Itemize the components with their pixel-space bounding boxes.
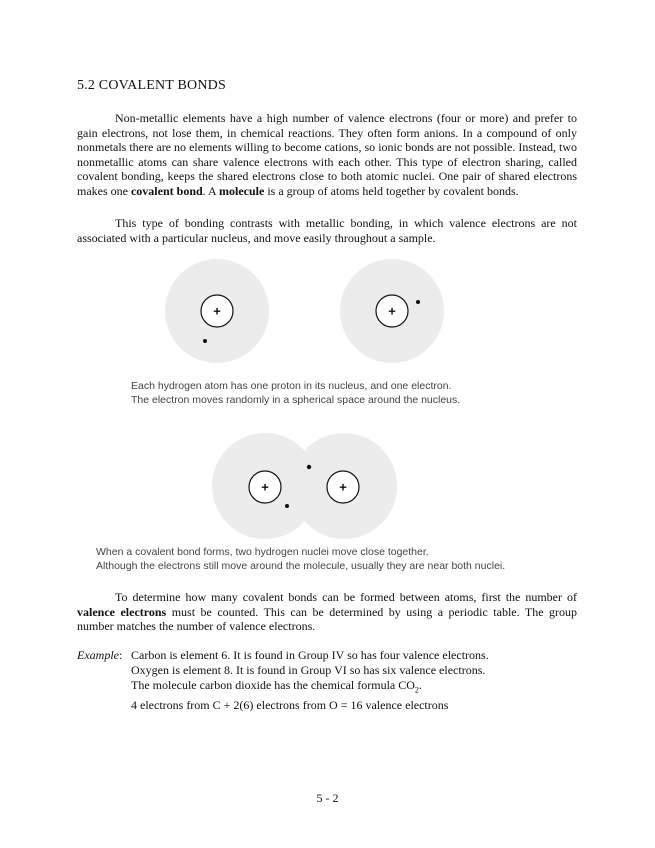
shared-electron-1 <box>307 465 311 469</box>
example-label-colon: : <box>118 648 123 662</box>
intro-text-2: . A <box>202 183 220 198</box>
figure-2-molecule <box>212 433 397 539</box>
page-number: 5 - 2 <box>316 791 339 805</box>
proton-sign-right: + <box>388 303 396 319</box>
contrast-text: This type of bonding contrasts with metallic bonding, in which valence electrons are not associated with a particular nucleus, and move easily throughout a sample. <box>77 216 577 245</box>
section-heading: 5.2 COVALENT BONDS <box>77 78 226 93</box>
molecule-proton-sign-right: + <box>339 479 347 495</box>
example-line-3-period: . <box>418 678 422 693</box>
intro-text-1: Non-metallic elements have a high number of valence electrons (four or more) and prefer to gain electrons, not lose them, in chemical reactions. They often form anions. In a compound of only nonmetals there are no elements willing to become cations, so ionic bonds are not possible. Instead, two nonmetallic atoms can share valence electrons with each other. This type of electron sharing, called covalent bonding, keeps the shared electrons close to both atomic nuclei. One pair of shared electrons makes one <box>77 111 577 198</box>
figure-2-caption-line-2: Although the electrons still move around the molecule, usually they are near both nuclei. <box>96 559 506 572</box>
figure-2-caption <box>96 546 505 573</box>
example-block <box>131 648 489 713</box>
example-label-word: Example <box>77 648 119 662</box>
valence-text-1: To determine how many covalent bonds can be formed between atoms, first the number of <box>115 590 577 604</box>
proton-sign-left: + <box>213 303 221 319</box>
figure-1-atoms <box>165 259 444 363</box>
example-line-4: 4 electrons from C + 2(6) electrons from O = 16 valence electrons <box>131 698 449 712</box>
valence-text-2: must be counted. This can be determined by using a periodic table. The group number matches the number of valence electrons. <box>77 604 578 634</box>
intro-text-3: is a group of atoms held together by covalent bonds. <box>264 183 519 198</box>
example-line-2: Oxygen is element 8. It is found in Group VI so has six valence electrons. <box>131 663 486 678</box>
term-valence-electrons: valence electrons <box>77 604 167 619</box>
example-line-3-subscript: 2 <box>414 685 419 695</box>
valence-paragraph <box>77 590 577 634</box>
example-line-3 <box>131 678 489 698</box>
example-line-3-text: The molecule carbon dioxide has the chemical formula CO <box>131 678 415 693</box>
example-line-1: Carbon is element 6. It is found in Group IV so has four valence electrons. <box>131 648 489 662</box>
term-covalent-bond: covalent bond <box>130 183 203 198</box>
electron-left <box>203 339 207 343</box>
figure-1-caption-line-1: Each hydrogen atom has one proton in its nucleus, and one electron. <box>131 380 452 392</box>
figure-2-caption-line-1: When a covalent bond forms, two hydrogen nuclei move close together. <box>96 546 429 558</box>
figure-1-caption <box>131 380 460 407</box>
shared-electron-2 <box>285 504 289 508</box>
term-molecule: molecule <box>219 183 265 198</box>
molecule-proton-sign-left: + <box>261 479 269 495</box>
example-label <box>77 648 122 663</box>
electron-right <box>416 300 420 304</box>
figure-1-caption-line-2: The electron moves randomly in a spherical space around the nucleus. <box>131 393 461 406</box>
